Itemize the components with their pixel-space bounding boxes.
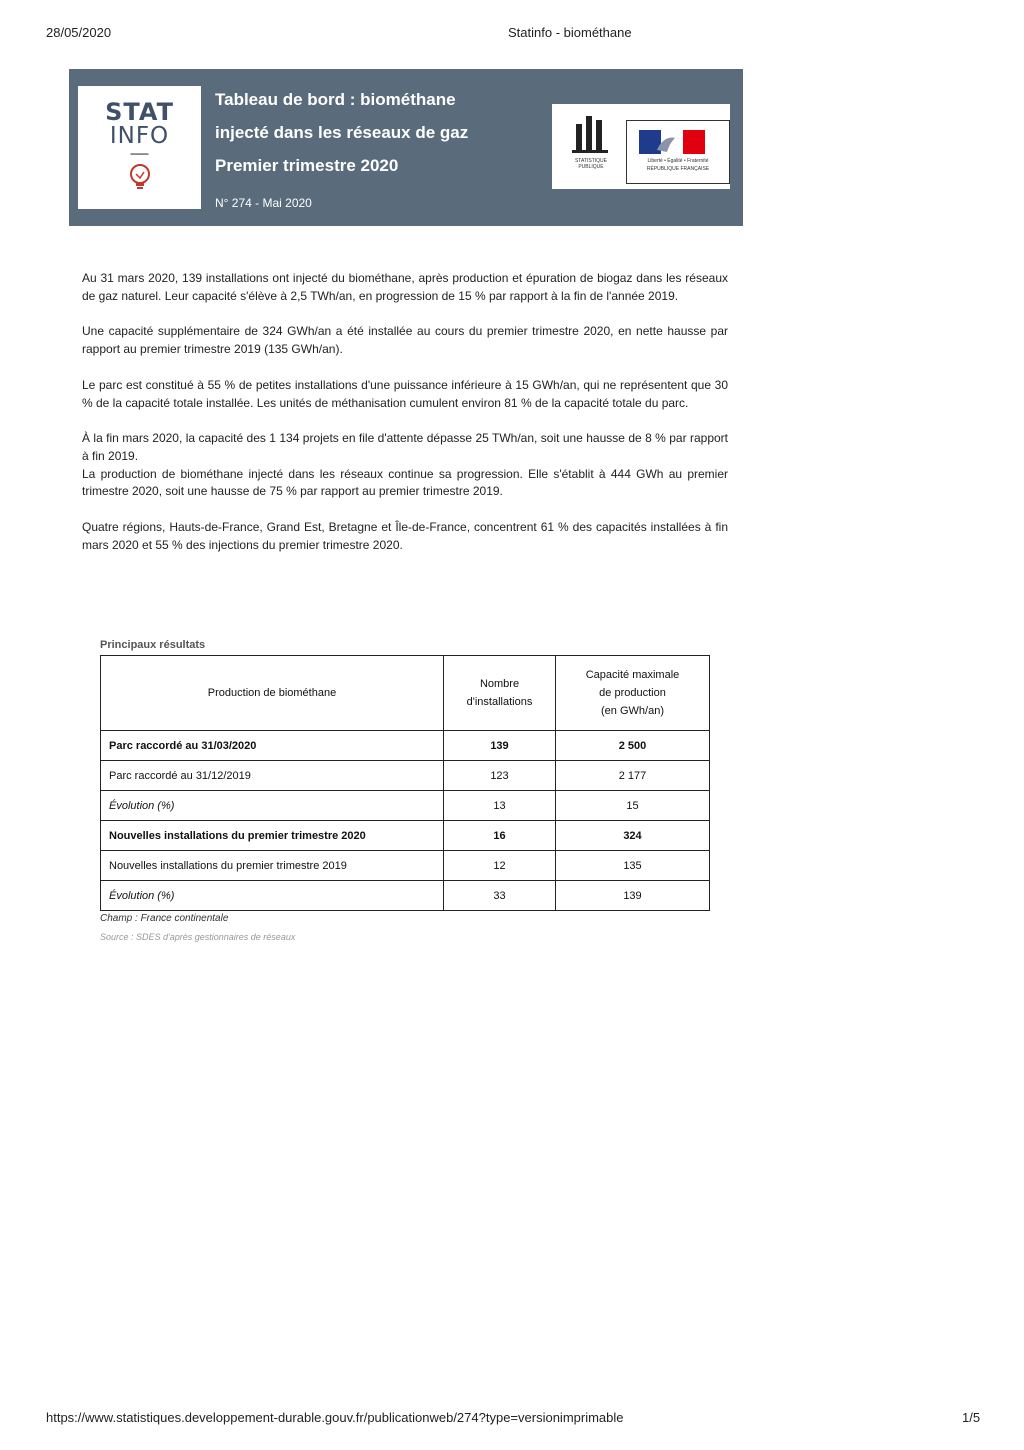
statistique-publique-logo (562, 110, 620, 182)
header-production: Production de biométhane (101, 656, 444, 731)
table-row (101, 731, 710, 761)
marianne-flag-icon (639, 130, 705, 154)
body-paragraph: La production de biométhane injecté dans les réseaux continue sa progression. Elle s'établit à 444 GWh au premier trimestre 2020, soit une hausse de 75 % par rapport au premier trimestre 2019. (82, 466, 728, 499)
issue-number: N° 274 - Mai 2020 (215, 196, 312, 210)
statinfo-logo (78, 86, 201, 209)
table-row (101, 821, 710, 851)
republique-name: RÉPUBLIQUE FRANÇAISE (646, 166, 710, 172)
body-paragraph: Au 31 mars 2020, 139 installations ont injecté du biométhane, après production et épuration de biogaz dans les réseaux de gaz naturel. Leur capacité s'élève à 2,5 TWh/an, en progression de 15 % par rapport à la fin de l'année 2019. (82, 271, 728, 303)
header-capacity-line: Capacité maximale (585, 669, 680, 681)
header-capacity (556, 656, 710, 731)
publication-title-line: Tableau de bord : biométhane (215, 90, 456, 109)
table-note-source: Source : SDES d'après gestionnaires de réseaux (100, 932, 296, 942)
publication-banner (69, 69, 743, 226)
statistique-publique-label: STATISTIQUE PUBLIQUE (574, 158, 608, 170)
row-installations: 123 (444, 761, 556, 791)
republique-francaise-logo (626, 120, 730, 184)
row-installations: 139 (444, 731, 556, 761)
print-date: 28/05/2020 (46, 25, 112, 40)
print-footer-url[interactable]: https://www.statistiques.developpement-durable.gouv.fr/publicationweb/274?type=versionimprimable (46, 1410, 624, 1425)
row-label: Nouvelles installations du premier trimestre 2019 (101, 851, 444, 881)
body-paragraph: Quatre régions, Hauts-de-France, Grand Est, Bretagne et Île-de-France, concentrent 61 % des capacités installées à fin mars 2020 et 55 % des injections du premier trimestre 2020. (82, 520, 728, 552)
table-row (101, 761, 710, 791)
print-page-title: Statinfo - biométhane (508, 25, 632, 40)
row-installations: 16 (444, 821, 556, 851)
row-label: Évolution (%) (101, 881, 444, 911)
row-capacity: 2 177 (556, 761, 710, 791)
results-table (100, 655, 710, 911)
publication-title (215, 83, 535, 182)
row-installations: 13 (444, 791, 556, 821)
building-icon (562, 110, 620, 154)
row-label: Parc raccordé au 31/12/2019 (101, 761, 444, 791)
table-row (101, 791, 710, 821)
body-paragraph: Le parc est constitué à 55 % de petites installations d'une puissance inférieure à 15 GWh/an, qui ne représentent que 30 % de la capacité totale installée. Les unités de méthanisation cumulent environ 81 % de la capacité totale du parc. (82, 377, 728, 410)
row-installations: 12 (444, 851, 556, 881)
row-label: Parc raccordé au 31/03/2020 (101, 731, 444, 761)
header-capacity-line: (en GWh/an) (601, 705, 664, 717)
table-caption: Principaux résultats (100, 639, 206, 651)
publication-title-line: injecté dans les réseaux de gaz (215, 123, 469, 142)
publication-title-line: Premier trimestre 2020 (215, 156, 399, 175)
statinfo-logo-rule: ▬▬▬ (130, 151, 149, 157)
body-paragraph: À la fin mars 2020, la capacité des 1 134 projets en file d'attente dépasse 25 TWh/an, soit une hausse de 8 % par rapport à fin 2019. (82, 431, 728, 463)
header-capacity-line: de production (599, 687, 666, 699)
table-note-scope: Champ : France continentale (100, 913, 229, 924)
statinfo-logo-stat: STAT (105, 98, 174, 126)
row-capacity: 135 (556, 851, 710, 881)
lightbulb-icon (127, 163, 153, 193)
statinfo-logo-info: INFO (109, 123, 170, 149)
table-row (101, 851, 710, 881)
header-installations-line: Nombre (479, 678, 520, 690)
row-capacity: 15 (556, 791, 710, 821)
body-paragraph: Une capacité supplémentaire de 324 GWh/an a été installée au cours du premier trimestre 2020, en nette hausse par rapport au premier trimestre 2019 (135 GWh/an). (82, 324, 728, 357)
row-label: Évolution (%) (101, 791, 444, 821)
row-capacity: 2 500 (556, 731, 710, 761)
table-row (101, 881, 710, 911)
header-installations (444, 656, 556, 731)
table-header-row (101, 656, 710, 731)
row-capacity: 324 (556, 821, 710, 851)
institution-logos (552, 104, 730, 189)
header-installations-line: d'installations (466, 696, 533, 708)
row-capacity: 139 (556, 881, 710, 911)
republique-motto: Liberté • Égalité • Fraternité (647, 158, 709, 164)
row-installations: 33 (444, 881, 556, 911)
row-label: Nouvelles installations du premier trimestre 2020 (101, 821, 444, 851)
article-body (82, 270, 728, 572)
print-page-number: 1/5 (962, 1410, 981, 1425)
